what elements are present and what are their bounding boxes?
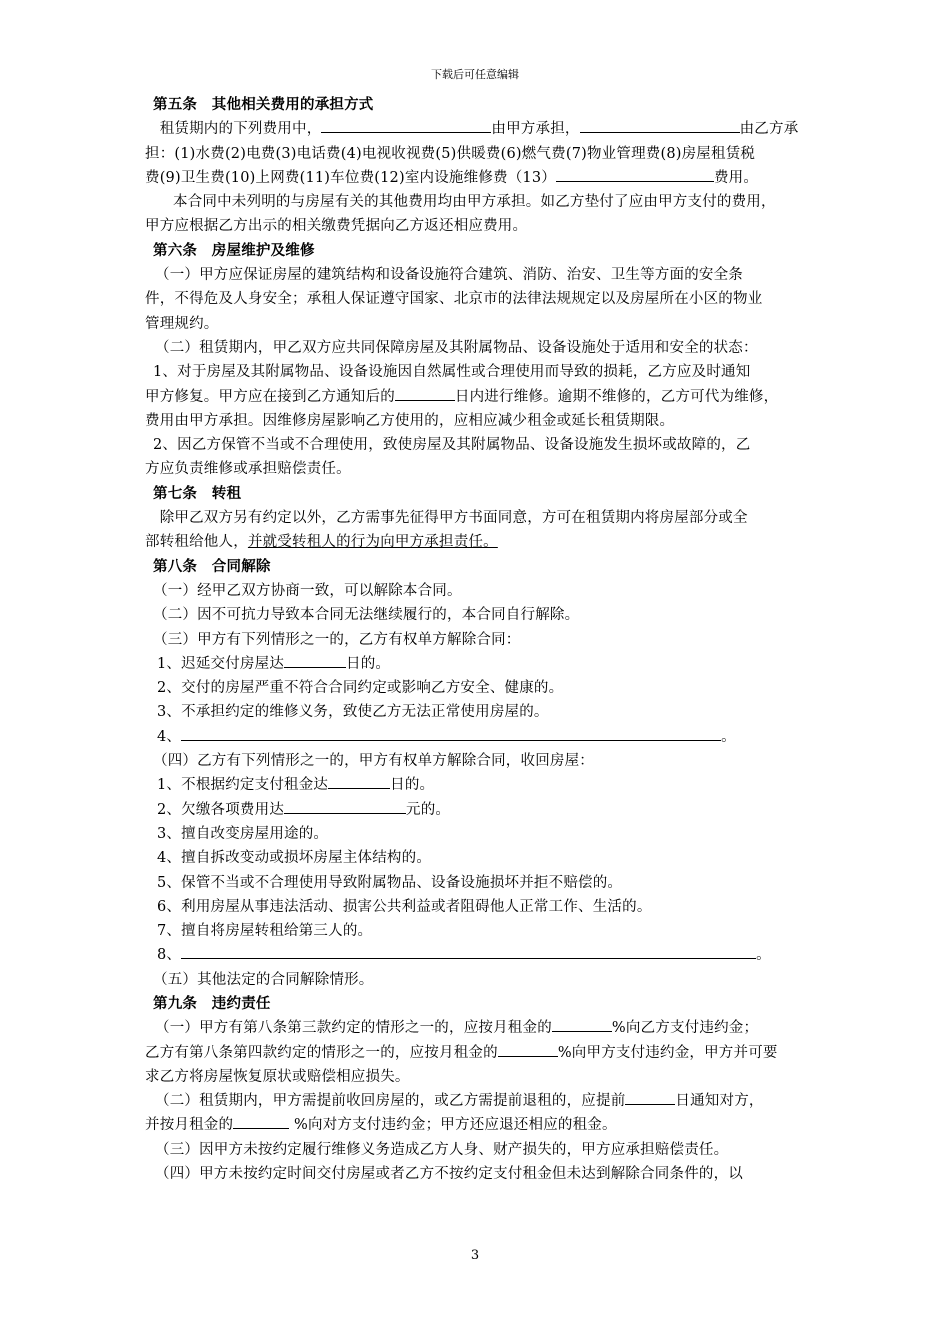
text-segment: 费(9)卫生费(10)上网费(11)车位费(12)室内设施维修费（13）: [145, 169, 556, 186]
text-segment: 日内进行维修。逾期不维修的，乙方可代为维修，: [454, 388, 779, 405]
text-line: [145, 1089, 835, 1113]
section-heading: [145, 555, 835, 579]
text-segment: 费用。: [713, 169, 759, 186]
text-line: [145, 773, 835, 797]
text-line: [145, 628, 835, 652]
fill-in-blank: [233, 1114, 289, 1129]
text-line: [145, 895, 835, 919]
text-segment: 件，不得危及人身安全；承租人保证遵守国家、北京市的法律法规规定以及房屋所在小区的物业: [145, 291, 763, 308]
text-segment: 8、: [157, 947, 182, 964]
page-number: 3: [470, 1248, 480, 1263]
fill-in-blank: [284, 653, 346, 668]
text-segment: 本合同中未列明的与房屋有关的其他费用均由甲方承担。如乙方垫付了应由甲方支付的费用，: [173, 194, 776, 211]
text-segment: 1、对于房屋及其附属物品、设备设施因自然属性或合理使用而导致的损耗，乙方应及时通知: [153, 364, 751, 381]
fill-in-blank: [556, 167, 714, 182]
section-heading: [145, 93, 835, 117]
text-segment: 3、擅自改变房屋用途的。: [157, 825, 329, 842]
text-line: [145, 117, 835, 141]
text-segment: 3、不承担约定的维修义务，致使乙方无法正常使用房屋的。: [157, 704, 549, 721]
text-segment: 租赁期内的下列费用中，: [145, 121, 322, 138]
text-line: [145, 530, 835, 554]
text-segment: 第六条 房屋维护及维修: [153, 241, 315, 259]
text-segment: 乙方有第八条第四款约定的情形之一的，应按月租金的: [145, 1044, 498, 1061]
text-segment: %向甲方支付违约金，甲方并可要: [557, 1044, 778, 1061]
text-segment: 费用由甲方承担。因维修房屋影响乙方使用的，应相应减少租金或延长租赁期限。: [145, 412, 675, 429]
text-line: [145, 142, 835, 166]
text-segment: （三）甲方有下列情形之一的，乙方有权单方解除合同：: [153, 631, 521, 648]
text-line: [145, 846, 835, 870]
text-line: [145, 409, 835, 433]
text-line: [145, 871, 835, 895]
text-segment: （一）经甲乙双方协商一致，可以解除本合同。: [153, 582, 462, 599]
text-segment: 甲方修复。甲方应在接到乙方通知后的: [145, 388, 395, 405]
text-line: [145, 603, 835, 627]
text-segment: 。: [721, 728, 736, 745]
text-line: [145, 1041, 835, 1065]
text-segment: 1、不根据约定支付租金达: [157, 777, 329, 794]
text-segment: %向对方支付违约金；甲方还应退还相应的租金。: [289, 1117, 617, 1134]
text-line: [145, 749, 835, 773]
document-body: [145, 93, 835, 1186]
text-line: [145, 676, 835, 700]
text-line: [145, 214, 835, 238]
text-line: [145, 433, 835, 457]
text-line: [145, 652, 835, 676]
fill-in-blank: [181, 944, 756, 959]
text-segment: （一）甲方有第八条第三款约定的情形之一的，应按月租金的: [155, 1020, 552, 1037]
text-segment: 日通知对方，: [675, 1093, 764, 1110]
text-segment: 。: [756, 947, 771, 964]
text-segment: 2、因乙方保管不当或不合理使用，致使房屋及其附属物品、设备设施发生损坏或故障的，乙: [153, 437, 751, 454]
text-segment: 4、: [157, 728, 182, 745]
fill-in-blank: [552, 1017, 612, 1032]
text-segment: （二）租赁期内，甲方需提前收回房屋的，或乙方需提前退租的，应提前: [155, 1093, 626, 1110]
text-line: [145, 943, 835, 967]
fill-in-blank: [625, 1090, 675, 1105]
text-segment: %向乙方支付违约金；: [611, 1020, 759, 1037]
text-line: [145, 822, 835, 846]
fill-in-blank: [328, 774, 390, 789]
text-segment: （四）甲方未按约定时间交付房屋或者乙方不按约定支付租金但未达到解除合同条件的，以: [155, 1166, 743, 1183]
fill-in-blank: [321, 118, 491, 133]
section-heading: [145, 239, 835, 263]
text-segment: （四）乙方有下列情形之一的，甲方有权单方解除合同，收回房屋：: [153, 753, 594, 770]
text-segment: 7、擅自将房屋转租给第三人的。: [157, 923, 373, 940]
text-line: [145, 968, 835, 992]
text-segment: （一）甲方应保证房屋的建筑结构和设备设施符合建筑、消防、治安、卫生等方面的安全条: [155, 267, 743, 284]
text-segment: 4、擅自拆改变动或损坏房屋主体结构的。: [157, 850, 432, 867]
text-segment: 担：(1)水费(2)电费(3)电话费(4)电视收视费(5)供暖费(6)燃气费(7)物业管理费(8)房屋租赁税: [145, 145, 756, 162]
text-segment: 2、欠缴各项费用达: [157, 801, 285, 818]
text-line: [145, 263, 835, 287]
text-segment: 第九条 违约责任: [153, 994, 271, 1012]
text-line: [145, 336, 835, 360]
text-segment: 5、保管不当或不合理使用导致附属物品、设备设施损坏并拒不赔偿的。: [157, 874, 623, 891]
text-segment: 甲方应根据乙方出示的相关缴费凭据向乙方返还相应费用。: [145, 218, 528, 235]
fill-in-blank: [284, 799, 406, 814]
text-line: [145, 919, 835, 943]
text-segment: （三）因甲方未按约定履行维修义务造成乙方人身、财产损失的，甲方应承担赔偿责任。: [155, 1141, 729, 1158]
text-line: [145, 190, 835, 214]
page-header: 下载后可任意编辑: [431, 68, 519, 81]
text-segment: （五）其他法定的合同解除情形。: [153, 971, 374, 988]
text-segment: 第七条 转租: [153, 484, 242, 502]
text-line: [145, 385, 835, 409]
text-segment: 方应负责维修或承担赔偿责任。: [145, 461, 351, 478]
text-segment: 求乙方将房屋恢复原状或赔偿相应损失。: [145, 1068, 410, 1085]
text-segment: 由乙方承: [739, 121, 799, 138]
text-segment: 并按月租金的: [145, 1117, 234, 1134]
text-segment: 1、迟延交付房屋达: [157, 655, 285, 672]
text-segment: 日的。: [346, 655, 391, 672]
text-segment: 日的。: [390, 777, 435, 794]
text-segment: 除甲乙双方另有约定以外，乙方需事先征得甲方书面同意，方可在租赁期内将房屋部分或全: [145, 510, 748, 527]
text-line: [145, 1016, 835, 1040]
text-segment: 由甲方承担，: [491, 121, 580, 138]
text-line: [145, 506, 835, 530]
fill-in-blank: [181, 726, 721, 741]
fill-in-blank: [498, 1042, 558, 1057]
text-segment: 管理规约。: [145, 315, 219, 332]
text-segment: 部转租给他人，: [145, 534, 248, 551]
text-line: [145, 1065, 835, 1089]
text-line: [145, 798, 835, 822]
text-line: [145, 1138, 835, 1162]
text-line: [145, 166, 835, 190]
text-line: [145, 1162, 835, 1186]
text-segment: （二）租赁期内，甲乙双方应共同保障房屋及其附属物品、设备设施处于适用和安全的状态：: [155, 339, 758, 356]
text-line: [145, 725, 835, 749]
text-segment: 2、交付的房屋严重不符合合同约定或影响乙方安全、健康的。: [157, 680, 564, 697]
text-line: [145, 360, 835, 384]
text-segment: 6、利用房屋从事违法活动、损害公共利益或者阻碍他人正常工作、生活的。: [157, 898, 652, 915]
text-segment: （二）因不可抗力导致本合同无法继续履行的，本合同自行解除。: [153, 607, 580, 624]
text-line: [145, 312, 835, 336]
section-heading: [145, 992, 835, 1016]
text-line: [145, 1113, 835, 1137]
text-segment: 第八条 合同解除: [153, 557, 271, 575]
fill-in-blank: [395, 386, 455, 401]
text-line: [145, 287, 835, 311]
text-segment: 第五条 其他相关费用的承担方式: [153, 96, 374, 113]
text-line: [145, 457, 835, 481]
section-heading: [145, 482, 835, 506]
text-segment: 元的。: [406, 801, 451, 818]
text-segment: 并就受转租人的行为向甲方承担责任。: [247, 534, 498, 551]
text-line: [145, 579, 835, 603]
text-line: [145, 700, 835, 724]
fill-in-blank: [580, 118, 740, 133]
